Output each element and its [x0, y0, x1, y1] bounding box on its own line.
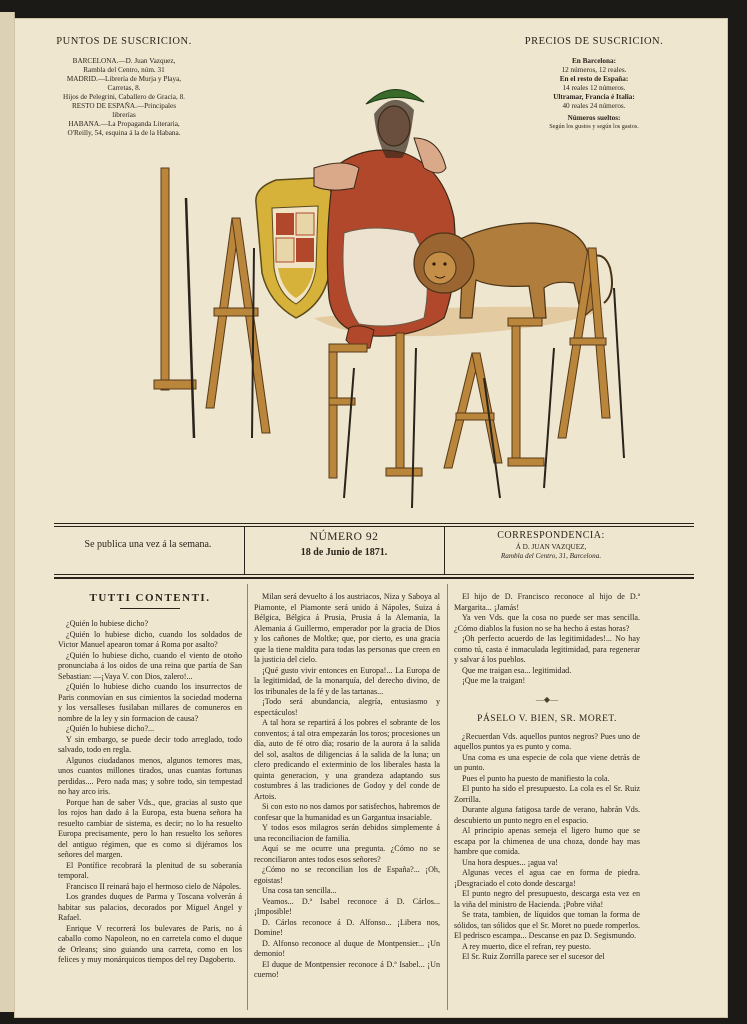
paragraph: El duque de Montpensier reconoce á D.ª Isabel... ¡Un cuerno!: [254, 959, 440, 979]
article-title: PÁSELO V. BIEN, SR. MORET.: [477, 713, 617, 724]
adjacent-page-edge: [0, 12, 15, 1012]
column-1: [58, 592, 242, 966]
paragraph: El Sr. Ruiz Zorrilla parece ser el sucesor del: [462, 952, 605, 961]
paragraph: Ya ven Vds. que la cosa no puede ser mas sencilla. ¿Cómo diablos la fusion no se ha hecho á estas horas?: [454, 613, 640, 633]
paragraph: Durante alguna fatigosa tarde de verano, habrán Vds. descubierto un punto negro en el espacio.: [454, 805, 640, 825]
paragraph: Algunas veces el agua cae en forma de piedra. ¡Desgraciado el coto donde descarga!: [454, 868, 640, 888]
paragraph: Una cosa tan sencilla...: [262, 886, 337, 895]
paragraph: ¿Quién lo hubiese dicho, cuando el viento de otoño pronunciaba á los oidos de una reina que partía de San Sebastian: —¡Vaya V. con Dios, zalero!...: [58, 650, 242, 681]
sub-line: O'Reilly, 54, esquina á la de la Habana.: [67, 129, 181, 137]
rule-vertical: [244, 526, 245, 574]
sub-line: librerías: [112, 111, 136, 119]
letter-L-1: [154, 168, 196, 438]
issue-info: [246, 531, 442, 558]
sub-line: BARCELONA.—D. Juan Vazquez,: [72, 57, 176, 65]
paragraph: Francisco II reinará bajo el hermoso cielo de Nápoles.: [66, 881, 242, 891]
price-line: Según los gustos y según los gastos.: [549, 123, 639, 130]
paragraph: D. Cárlos reconoce á D. Alfonso... ¡Libera nos, Domine!: [254, 917, 440, 937]
paragraph: ¿Quién lo hubiese dicho?...: [66, 724, 155, 733]
issue-number: NÚMERO 92: [309, 531, 379, 543]
sub-line: MADRID.—Librería de Murja y Playa,: [66, 75, 182, 83]
paragraph: Se trata, tambien, de líquidos que toman la forma de sólidos, tan sólidos que el Sr. Moret no puede romperlos. El pedrisco escampa... Descanse en paz D. Segismundo.: [454, 910, 640, 940]
sub-line: Hijos de Pelegrini, Caballero de Gracia, 8.: [63, 93, 185, 101]
newspaper-page: [14, 18, 728, 1018]
rule-vertical: [444, 526, 445, 574]
letter-L-2: [386, 333, 422, 508]
letter-A-1: [206, 218, 270, 438]
letter-A-2: [444, 353, 502, 498]
subscription-points-title: PUNTOS DE SUSCRICION.: [56, 36, 192, 47]
paragraph: Aquí se me ocurre una pregunta. ¿Cómo no se reconciliaron antes todos esos señores?: [254, 844, 440, 864]
price-line: Números sueltos:: [567, 114, 621, 122]
correspondence: [446, 530, 656, 561]
paragraph: Una hora despues... ¡agua va!: [462, 857, 558, 867]
column-3: [454, 592, 640, 963]
paragraph: D. Alfonso reconoce al duque de Montpensier... ¡Un demonio!: [254, 938, 440, 958]
sub-line: Carretas, 8.: [107, 84, 141, 92]
masthead-title: [14, 18, 728, 518]
price-line: 12 números, 12 reales.: [561, 66, 627, 74]
paragraph: El punto ha sido el presupuesto. La cola es el Sr. Ruiz Zorrilla.: [454, 784, 640, 804]
price-line: 14 reales 12 números.: [562, 84, 626, 92]
article-body: [254, 592, 440, 981]
issue-date: 18 de Junio de 1871.: [300, 547, 388, 558]
paragraph: El punto negro del presupuesto, descarga esta vez en la viña del ministro de Hacienda. ¡Pobre viña!: [454, 889, 640, 909]
paragraph: ¿Cómo no se reconcilian los de España?... ¡Oh, egoistas!: [254, 865, 440, 885]
rule-bottom: [54, 574, 694, 575]
paragraph: Y todos esos milagros serán debidos simplemente á una reconciliacion de familia.: [254, 823, 440, 843]
sub-line: Rambla del Centro, núm. 31: [83, 66, 165, 74]
paragraph: Que me traigan esa... legitimidad.: [462, 665, 572, 675]
paragraph: ¿Quién lo hubiese dicho, cuando los soldados de Victor Manuel apearon tomar á Roma por asalto?: [58, 629, 242, 649]
paragraph: El Pontífice recobrará la plenitud de su soberanía temporal.: [58, 860, 242, 880]
correspondence-address: Rambla del Centro, 31, Barcelona.: [500, 552, 602, 560]
price-line: Ultramar, Francia é Italia:: [553, 93, 635, 101]
paragraph: Pues el punto ha puesto de manifiesto la cola.: [462, 773, 610, 783]
letter-C: [508, 318, 554, 488]
paragraph: ¡Oh perfecto acuerdo de las legitimidades!... No hay como tú, casta é inmaculada legitimidad, para regenerar y salvar á los pueblos.: [454, 634, 640, 664]
rule-top-2: [54, 526, 694, 527]
rule-top: [54, 523, 694, 524]
paragraph: ¿Recuerdan Vds. aquellos puntos negros? Pues uno de aquellos puntos ya es punto y coma.: [454, 731, 640, 751]
title-rule: [120, 608, 180, 609]
column-2: [254, 592, 440, 981]
frequency-note: Se publica una vez á la semana.: [84, 539, 212, 550]
paragraph: A rey muerto, dice el refran, rey puesto.: [462, 941, 591, 951]
article-body-continued: [454, 592, 640, 687]
paragraph: Los grandes duques de Parma y Toscana volverán á habitar sus palacios, decorados por Miguel Angel y Rafael.: [58, 892, 242, 922]
sub-line: HABANA.—La Propaganda Literaria,: [68, 120, 180, 128]
paragraph: Milan será devuelto á los austriacos, Niza y Saboya al Piamonte, el Piamonte será unido á Nápoles, Suiza á Bélgica, Bélgica á Prusia, Prusia á la Alemania, la Alemania á Guillermo, emperador por la gracia de Dios y los cañones de Moltke; que, por cierto, es una gracia que la tiene maldita para todas las personas que creen en la justicia del cielo.: [254, 592, 440, 664]
column-divider: [447, 584, 448, 1010]
paragraph: Una coma es una especie de cola que viene detrás de un punto.: [454, 752, 640, 772]
correspondence-title: CORRESPONDENCIA:: [497, 530, 605, 541]
paragraph: El hijo de D. Francisco reconoce al hijo de D.ª Margarita... ¡Jamás!: [454, 592, 640, 612]
paragraph: Algunos ciudadanos menos, algunos temores mas, unos cuantos millones tirados, unas cuantas fortunas perdidas.... Pero nada mas; y sobre todo, sin tempestad no hay arco iris.: [58, 755, 242, 796]
column-divider: [247, 584, 248, 1010]
letter-A-3: [558, 248, 624, 458]
article-title: TUTTI CONTENTI.: [89, 592, 211, 604]
price-line: En Barcelona:: [572, 57, 616, 65]
paragraph: Enrique V recorrerá los bulevares de Paris, no á caballo como Napoleon, no en carretela como el duque de Orleans; sino guiando una carreta, como en los felices y muy monárquicos tiempos del rey Dagoberto.: [58, 923, 242, 964]
rule-bottom-2: [54, 577, 694, 579]
sub-line: RESTO DE ESPAÑA.—Principales: [71, 102, 177, 110]
paragraph: ¡Que me la traigan!: [462, 676, 526, 685]
paragraph: Porque han de saber Vds., que, gracias al susto que los rojos han dado á la Europa, esta buena señora ha resuelto cambiar de sistema, es decir; no lo ha resuelto Europa precisamente, pero lo han resuelto los señores del antiguo régimen, que es como si dijéramos los señores del margen.: [58, 797, 242, 859]
paragraph: ¡Qué gusto vivir entonces en Europa!... La Europa de la legitimidad, de la monarquía, del derecho divino, de los tribunales de la fé y de las tartanas...: [254, 665, 440, 696]
subscription-prices-title: PRECIOS DE SUSCRICION.: [524, 36, 664, 47]
paragraph: ¿Quién lo hubiese dicho?: [66, 619, 149, 628]
paragraph: Y sin embargo, se puede decir todo arreglado, todo salvado, todo en regla.: [58, 734, 242, 754]
price-line: 40 reales 24 números.: [562, 102, 626, 110]
paragraph: Si con esto no nos damos por satisfechos, habremos de confesar que la humanidad es un Gargantua insaciable.: [254, 802, 440, 822]
ornament-divider: —◆—: [535, 694, 559, 704]
article-body: [58, 619, 242, 966]
paragraph: Veamos... D.ª Isabel reconoce á D. Cárlos... ¡Imposible!: [254, 896, 440, 916]
correspondence-name: Á D. JUAN VAZQUEZ,: [515, 543, 587, 551]
letter-F: [329, 344, 367, 498]
price-line: En el resto de España:: [559, 75, 629, 83]
article-body: [454, 732, 640, 963]
paragraph: A tal hora se repartirá á los pobres el sobrante de los conventos; á tal otra empezarán los toros; procesiones un día, auto de fé otro día; rosario de la aurora á la salida del sol, asaltos de diligencias á la salida de la luna; un clero predicando el exterminio de los liberales hasta la quinta generacion, y una grandeza adaptando sus costumbres á las tradiciones de Godoy y del conde de Artois.: [254, 718, 440, 801]
paragraph: ¡Todo será abundancia, alegría, entusiasmo y espectáculos!: [254, 697, 440, 717]
paragraph: Al principio apenas semeja el ligero humo que se escapa por la chimenea de una choza, donde hay mas hambre que comida.: [454, 826, 640, 856]
paragraph: ¿Quién lo hubiese dicho cuando los insurrectos de Paris conmovían en sus cimientos la sociedad moderna y los versalleses fusilaban millares de comuneros en nombre de la ley y sin formacion de causa?: [58, 682, 242, 723]
